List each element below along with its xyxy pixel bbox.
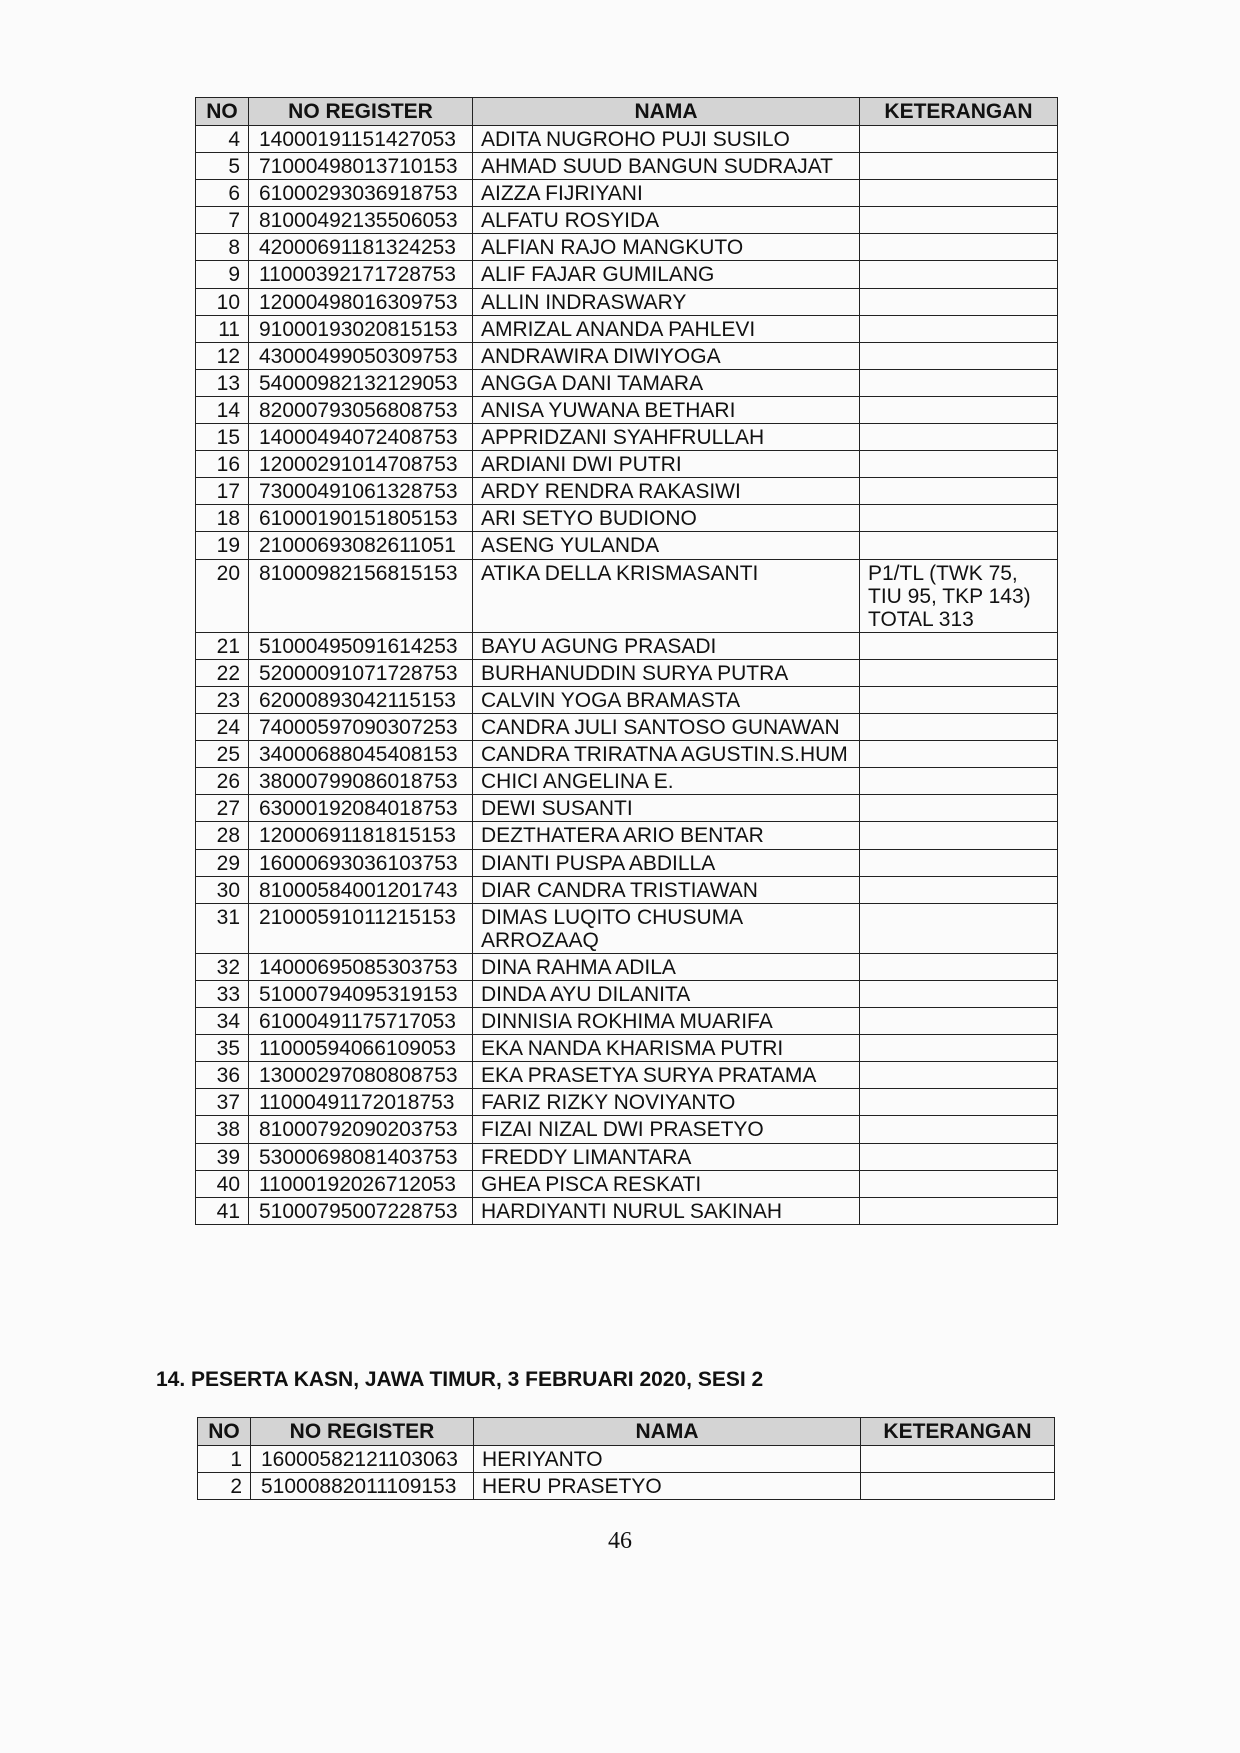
row-number: 20 — [196, 559, 249, 632]
remarks — [860, 126, 1058, 153]
participant-name: EKA PRASETYA SURYA PRATAMA — [473, 1062, 860, 1089]
participant-name: EKA NANDA KHARISMA PUTRI — [473, 1035, 860, 1062]
remarks — [860, 741, 1058, 768]
row-number: 21 — [196, 632, 249, 659]
row-number: 35 — [196, 1035, 249, 1062]
row-number: 30 — [196, 876, 249, 903]
row-number: 39 — [196, 1143, 249, 1170]
remarks — [860, 1035, 1058, 1062]
header-keterangan: KETERANGAN — [860, 98, 1058, 126]
table-row — [198, 1473, 1055, 1500]
participant-name: DIAR CANDRA TRISTIAWAN — [473, 876, 860, 903]
register-number: 14000494072408753 — [249, 424, 473, 451]
participant-name: ADITA NUGROHO PUJI SUSILO — [473, 126, 860, 153]
register-number: 11000491172018753 — [249, 1089, 473, 1116]
section-title: 14. PESERTA KASN, JAWA TIMUR, 3 FEBRUARI 2020, SESI 2 — [156, 1368, 764, 1391]
participant-name: HARDIYANTI NURUL SAKINAH — [473, 1197, 860, 1224]
table-row — [196, 849, 1058, 876]
remarks — [860, 1008, 1058, 1035]
register-number: 61000293036918753 — [249, 180, 473, 207]
table-row — [196, 396, 1058, 423]
register-number: 51000495091614253 — [249, 632, 473, 659]
remarks — [860, 953, 1058, 980]
remarks — [860, 1143, 1058, 1170]
row-number: 40 — [196, 1170, 249, 1197]
remarks — [860, 714, 1058, 741]
remarks — [860, 478, 1058, 505]
header-no: NO — [196, 98, 249, 126]
remarks — [860, 261, 1058, 288]
remarks — [860, 686, 1058, 713]
remarks — [861, 1446, 1055, 1473]
table-row — [196, 686, 1058, 713]
remarks — [860, 659, 1058, 686]
participant-name: DEWI SUSANTI — [473, 795, 860, 822]
row-number: 38 — [196, 1116, 249, 1143]
row-number: 10 — [196, 288, 249, 315]
participant-name: FARIZ RIZKY NOVIYANTO — [473, 1089, 860, 1116]
header-keterangan: KETERANGAN — [861, 1418, 1055, 1446]
register-number: 81000982156815153 — [249, 559, 473, 632]
register-number: 53000698081403753 — [249, 1143, 473, 1170]
page-number: 46 — [608, 1528, 632, 1554]
table-row — [196, 632, 1058, 659]
remarks: P1/TL (TWK 75, TIU 95, TKP 143) TOTAL 313 — [860, 559, 1058, 632]
row-number: 7 — [196, 207, 249, 234]
participant-name: ALLIN INDRASWARY — [473, 288, 860, 315]
table-row — [196, 714, 1058, 741]
row-number: 32 — [196, 953, 249, 980]
participant-name: DEZTHATERA ARIO BENTAR — [473, 822, 860, 849]
row-number: 8 — [196, 234, 249, 261]
register-number: 16000693036103753 — [249, 849, 473, 876]
row-number: 2 — [198, 1473, 251, 1500]
table-row — [196, 559, 1058, 632]
remarks — [860, 1062, 1058, 1089]
register-number: 73000491061328753 — [249, 478, 473, 505]
header-no: NO — [198, 1418, 251, 1446]
table-row — [196, 1035, 1058, 1062]
header-no-register: NO REGISTER — [251, 1418, 474, 1446]
participant-name: DIMAS LUQITO CHUSUMA ARROZAAQ — [473, 903, 860, 953]
participant-name: HERU PRASETYO — [474, 1473, 861, 1500]
register-number: 51000795007228753 — [249, 1197, 473, 1224]
participant-name: ATIKA DELLA KRISMASANTI — [473, 559, 860, 632]
row-number: 34 — [196, 1008, 249, 1035]
remarks — [861, 1473, 1055, 1500]
row-number: 27 — [196, 795, 249, 822]
register-number: 21000591011215153 — [249, 903, 473, 953]
row-number: 15 — [196, 424, 249, 451]
register-number: 91000193020815153 — [249, 315, 473, 342]
register-number: 54000982132129053 — [249, 369, 473, 396]
table-row — [196, 207, 1058, 234]
register-number: 12000498016309753 — [249, 288, 473, 315]
row-number: 33 — [196, 981, 249, 1008]
participant-name: DINA RAHMA ADILA — [473, 953, 860, 980]
row-number: 16 — [196, 451, 249, 478]
table-row — [196, 315, 1058, 342]
register-number: 21000693082611051 — [249, 532, 473, 559]
remarks — [860, 396, 1058, 423]
remarks — [860, 207, 1058, 234]
row-number: 6 — [196, 180, 249, 207]
remarks — [860, 768, 1058, 795]
participant-name: DIANTI PUSPA ABDILLA — [473, 849, 860, 876]
table-row — [196, 478, 1058, 505]
register-number: 81000492135506053 — [249, 207, 473, 234]
participant-name: APPRIDZANI SYAHFRULLAH — [473, 424, 860, 451]
table-row — [196, 822, 1058, 849]
participant-name: AMRIZAL ANANDA PAHLEVI — [473, 315, 860, 342]
remarks — [860, 1089, 1058, 1116]
register-number: 74000597090307253 — [249, 714, 473, 741]
register-number: 14000695085303753 — [249, 953, 473, 980]
participant-name: AIZZA FIJRIYANI — [473, 180, 860, 207]
participants-table — [195, 97, 1058, 1225]
table-body — [196, 126, 1058, 1225]
remarks — [860, 505, 1058, 532]
table-row — [196, 126, 1058, 153]
register-number: 62000893042115153 — [249, 686, 473, 713]
header-no-register: NO REGISTER — [249, 98, 473, 126]
register-number: 81000584001201743 — [249, 876, 473, 903]
row-number: 28 — [196, 822, 249, 849]
participant-name: FREDDY LIMANTARA — [473, 1143, 860, 1170]
table-row — [196, 153, 1058, 180]
row-number: 37 — [196, 1089, 249, 1116]
remarks — [860, 1170, 1058, 1197]
register-number: 81000792090203753 — [249, 1116, 473, 1143]
register-number: 11000594066109053 — [249, 1035, 473, 1062]
register-number: 16000582121103063 — [251, 1446, 474, 1473]
participant-name: ARI SETYO BUDIONO — [473, 505, 860, 532]
table-body — [198, 1446, 1055, 1500]
remarks — [860, 369, 1058, 396]
row-number: 9 — [196, 261, 249, 288]
participant-name: HERIYANTO — [474, 1446, 861, 1473]
row-number: 31 — [196, 903, 249, 953]
table-row — [198, 1446, 1055, 1473]
row-number: 25 — [196, 741, 249, 768]
row-number: 24 — [196, 714, 249, 741]
table-row — [196, 953, 1058, 980]
row-number: 23 — [196, 686, 249, 713]
remarks — [860, 180, 1058, 207]
table-header-row — [196, 98, 1058, 126]
participant-name: ANDRAWIRA DIWIYOGA — [473, 342, 860, 369]
table-row — [196, 1008, 1058, 1035]
remarks — [860, 795, 1058, 822]
register-number: 42000691181324253 — [249, 234, 473, 261]
table-row — [196, 424, 1058, 451]
remarks — [860, 1197, 1058, 1224]
table-row — [196, 369, 1058, 396]
participant-name: ASENG YULANDA — [473, 532, 860, 559]
table-row — [196, 261, 1058, 288]
table-row — [196, 288, 1058, 315]
register-number: 51000794095319153 — [249, 981, 473, 1008]
participant-name: CALVIN YOGA BRAMASTA — [473, 686, 860, 713]
table-row — [196, 532, 1058, 559]
participant-name: ALFIAN RAJO MANGKUTO — [473, 234, 860, 261]
table-row — [196, 876, 1058, 903]
row-number: 5 — [196, 153, 249, 180]
table-row — [196, 234, 1058, 261]
remarks — [860, 315, 1058, 342]
remarks — [860, 153, 1058, 180]
participant-name: ANISA YUWANA BETHARI — [473, 396, 860, 423]
participant-name: DINDA AYU DILANITA — [473, 981, 860, 1008]
register-number: 12000691181815153 — [249, 822, 473, 849]
row-number: 12 — [196, 342, 249, 369]
register-number: 82000793056808753 — [249, 396, 473, 423]
participant-name: CHICI ANGELINA E. — [473, 768, 860, 795]
table-row — [196, 1197, 1058, 1224]
register-number: 43000499050309753 — [249, 342, 473, 369]
register-number: 34000688045408153 — [249, 741, 473, 768]
remarks — [860, 903, 1058, 953]
table-row — [196, 180, 1058, 207]
register-number: 63000192084018753 — [249, 795, 473, 822]
participant-name: FIZAI NIZAL DWI PRASETYO — [473, 1116, 860, 1143]
table-row — [196, 981, 1058, 1008]
table-row — [196, 451, 1058, 478]
remarks — [860, 342, 1058, 369]
remarks — [860, 876, 1058, 903]
row-number: 1 — [198, 1446, 251, 1473]
register-number: 61000190151805153 — [249, 505, 473, 532]
participant-name: ALIF FAJAR GUMILANG — [473, 261, 860, 288]
row-number: 19 — [196, 532, 249, 559]
participant-name: ALFATU ROSYIDA — [473, 207, 860, 234]
table-row — [196, 659, 1058, 686]
remarks — [860, 632, 1058, 659]
row-number: 26 — [196, 768, 249, 795]
register-number: 61000491175717053 — [249, 1008, 473, 1035]
participants-table-session-2 — [197, 1417, 1055, 1500]
table-row — [196, 903, 1058, 953]
participant-name: ARDIANI DWI PUTRI — [473, 451, 860, 478]
row-number: 22 — [196, 659, 249, 686]
remarks — [860, 288, 1058, 315]
row-number: 29 — [196, 849, 249, 876]
remarks — [860, 234, 1058, 261]
participant-name: GHEA PISCA RESKATI — [473, 1170, 860, 1197]
participant-name: ANGGA DANI TAMARA — [473, 369, 860, 396]
register-number: 12000291014708753 — [249, 451, 473, 478]
remarks — [860, 451, 1058, 478]
participant-name: CANDRA TRIRATNA AGUSTIN.S.HUM — [473, 741, 860, 768]
table-header-row — [198, 1418, 1055, 1446]
participant-name: CANDRA JULI SANTOSO GUNAWAN — [473, 714, 860, 741]
remarks — [860, 822, 1058, 849]
remarks — [860, 981, 1058, 1008]
row-number: 4 — [196, 126, 249, 153]
participant-name: BURHANUDDIN SURYA PUTRA — [473, 659, 860, 686]
register-number: 71000498013710153 — [249, 153, 473, 180]
register-number: 14000191151427053 — [249, 126, 473, 153]
participant-name: BAYU AGUNG PRASADI — [473, 632, 860, 659]
register-number: 13000297080808753 — [249, 1062, 473, 1089]
header-nama: NAMA — [474, 1418, 861, 1446]
table-row — [196, 1116, 1058, 1143]
row-number: 36 — [196, 1062, 249, 1089]
table-row — [196, 1062, 1058, 1089]
table-row — [196, 741, 1058, 768]
remarks — [860, 424, 1058, 451]
register-number: 11000392171728753 — [249, 261, 473, 288]
remarks — [860, 849, 1058, 876]
remarks — [860, 1116, 1058, 1143]
row-number: 13 — [196, 369, 249, 396]
register-number: 11000192026712053 — [249, 1170, 473, 1197]
row-number: 18 — [196, 505, 249, 532]
table-row — [196, 795, 1058, 822]
register-number: 51000882011109153 — [251, 1473, 474, 1500]
participant-name: AHMAD SUUD BANGUN SUDRAJAT — [473, 153, 860, 180]
header-nama: NAMA — [473, 98, 860, 126]
row-number: 14 — [196, 396, 249, 423]
remarks — [860, 532, 1058, 559]
register-number: 38000799086018753 — [249, 768, 473, 795]
participant-name: ARDY RENDRA RAKASIWI — [473, 478, 860, 505]
table-row — [196, 505, 1058, 532]
row-number: 11 — [196, 315, 249, 342]
table-row — [196, 1089, 1058, 1116]
table-row — [196, 768, 1058, 795]
row-number: 17 — [196, 478, 249, 505]
table-row — [196, 342, 1058, 369]
register-number: 52000091071728753 — [249, 659, 473, 686]
participant-name: DINNISIA ROKHIMA MUARIFA — [473, 1008, 860, 1035]
table-row — [196, 1143, 1058, 1170]
table-row — [196, 1170, 1058, 1197]
row-number: 41 — [196, 1197, 249, 1224]
